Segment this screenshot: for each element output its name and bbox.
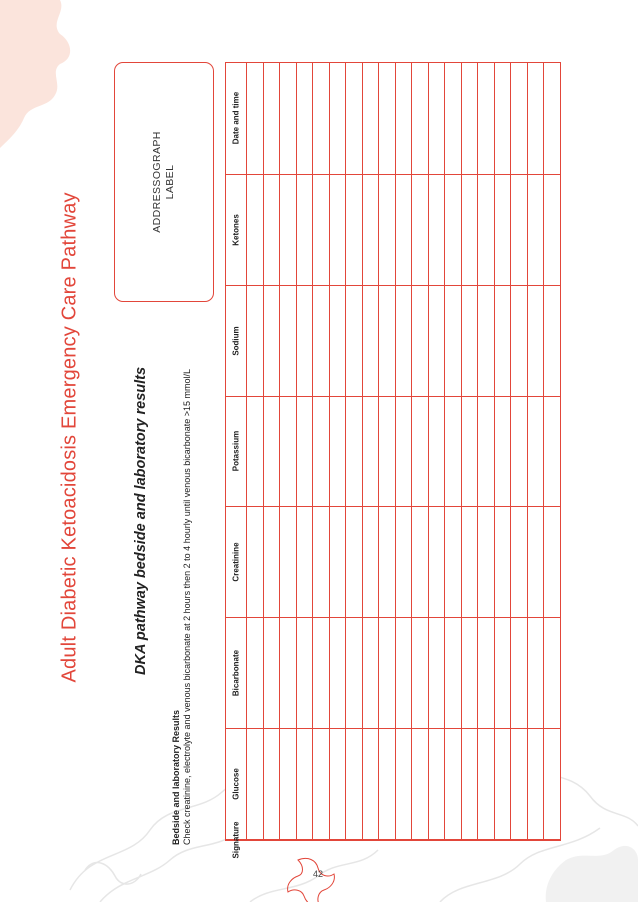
table-row — [312, 63, 329, 840]
table-cell[interactable] — [478, 839, 494, 840]
table-row — [296, 63, 313, 840]
table-cell[interactable] — [396, 63, 412, 174]
table-cell[interactable] — [412, 396, 428, 507]
table-cell[interactable] — [429, 174, 445, 285]
table-cell[interactable] — [264, 174, 280, 285]
table-cell[interactable] — [297, 728, 313, 839]
table-cell[interactable] — [511, 63, 527, 174]
table-cell[interactable] — [346, 728, 362, 839]
header-cell-date-and-time — [226, 63, 246, 174]
table-cell[interactable] — [528, 506, 544, 617]
table-cell[interactable] — [396, 839, 412, 840]
table-row — [461, 63, 478, 840]
header-cell-signature — [226, 821, 246, 859]
table-cell[interactable] — [429, 63, 445, 174]
table-cell[interactable] — [495, 839, 511, 840]
table-cell[interactable] — [346, 285, 362, 396]
table-cell[interactable] — [412, 839, 428, 840]
table-cell[interactable] — [297, 63, 313, 174]
table-cell[interactable] — [462, 506, 478, 617]
table-cell[interactable] — [264, 728, 280, 839]
page-title: Adult Diabetic Ketoacidosis Emergency Care Pathway — [58, 192, 81, 683]
header-cell-ketones — [226, 174, 246, 285]
table-header-row — [226, 63, 246, 859]
header-label-creatinine: Creatinine — [231, 542, 241, 582]
table-row — [279, 63, 296, 840]
table-cell[interactable] — [297, 174, 313, 285]
table-cell[interactable] — [330, 285, 346, 396]
table-cell[interactable] — [264, 617, 280, 728]
table-cell[interactable] — [544, 839, 560, 840]
table-cell[interactable] — [495, 728, 511, 839]
table-cell[interactable] — [412, 506, 428, 617]
table-row — [494, 63, 511, 840]
header-label-bicarbonate: Bicarbonate — [231, 650, 241, 697]
table-cell[interactable] — [379, 63, 395, 174]
table-cell[interactable] — [280, 728, 296, 839]
table-row — [263, 63, 280, 840]
table-cell[interactable] — [544, 174, 560, 285]
table-cell[interactable] — [330, 839, 346, 840]
table-cell[interactable] — [264, 63, 280, 174]
table-cell[interactable] — [528, 285, 544, 396]
header-label-ketones: Ketones — [231, 213, 241, 246]
table-cell[interactable] — [280, 174, 296, 285]
instructions-heading: Bedside and laboratory Results — [171, 709, 181, 845]
table-cell[interactable] — [528, 174, 544, 285]
table-cell[interactable] — [495, 617, 511, 728]
table-cell[interactable] — [445, 728, 461, 839]
table-cell[interactable] — [528, 63, 544, 174]
table-cell[interactable] — [280, 63, 296, 174]
table-cell[interactable] — [511, 728, 527, 839]
table-cell[interactable] — [247, 839, 263, 840]
table-cell[interactable] — [495, 285, 511, 396]
instructions-text: Check creatinine, electrolyte and venous bicarbonate at 2 hours then 2 to 4 hourly until venous bicarbonate >15 mmol/L — [182, 368, 192, 845]
table-cell[interactable] — [462, 285, 478, 396]
table-cell[interactable] — [528, 839, 544, 840]
table-cell[interactable] — [346, 174, 362, 285]
table-cell[interactable] — [247, 63, 263, 174]
table-cell[interactable] — [313, 174, 329, 285]
table-cell[interactable] — [412, 617, 428, 728]
header-cell-potassium — [226, 396, 246, 507]
table-cell[interactable] — [330, 728, 346, 839]
table-cell[interactable] — [412, 174, 428, 285]
table-cell[interactable] — [478, 174, 494, 285]
table-cell[interactable] — [495, 174, 511, 285]
table-cell[interactable] — [478, 285, 494, 396]
table-cell[interactable] — [280, 839, 296, 840]
table-cell[interactable] — [313, 506, 329, 617]
table-cell[interactable] — [313, 617, 329, 728]
table-row — [378, 63, 395, 840]
header-label-glucose: Glucose — [231, 768, 241, 800]
table-cell[interactable] — [511, 839, 527, 840]
table-cell[interactable] — [330, 506, 346, 617]
table-cell[interactable] — [445, 174, 461, 285]
results-table — [225, 62, 561, 859]
table-cell[interactable] — [511, 396, 527, 507]
table-cell[interactable] — [445, 839, 461, 840]
table-cell[interactable] — [511, 617, 527, 728]
table-cell[interactable] — [330, 617, 346, 728]
header-cell-sodium — [226, 285, 246, 396]
table-cell[interactable] — [247, 174, 263, 285]
table-cell[interactable] — [313, 839, 329, 840]
table-cell[interactable] — [511, 174, 527, 285]
table-row — [411, 63, 428, 840]
table-cell[interactable] — [412, 285, 428, 396]
table-row — [428, 63, 445, 840]
table-cell[interactable] — [264, 839, 280, 840]
table-cell[interactable] — [478, 506, 494, 617]
table-cell[interactable] — [429, 617, 445, 728]
table-cell[interactable] — [280, 396, 296, 507]
table-cell[interactable] — [379, 285, 395, 396]
table-cell[interactable] — [297, 617, 313, 728]
table-row — [329, 63, 346, 840]
table-cell[interactable] — [297, 396, 313, 507]
table-cell[interactable] — [429, 728, 445, 839]
table-cell[interactable] — [313, 285, 329, 396]
table-cell[interactable] — [346, 617, 362, 728]
table-cell[interactable] — [363, 617, 379, 728]
table-cell[interactable] — [445, 617, 461, 728]
header-cell-bicarbonate — [226, 617, 246, 728]
table-cell[interactable] — [330, 174, 346, 285]
header-label-sodium: Sodium — [231, 325, 241, 356]
table-cell[interactable] — [247, 506, 263, 617]
table-cell[interactable] — [429, 506, 445, 617]
table-cell[interactable] — [528, 617, 544, 728]
table-cell[interactable] — [396, 506, 412, 617]
table-cell[interactable] — [544, 617, 560, 728]
table-cell[interactable] — [280, 617, 296, 728]
table-cell[interactable] — [462, 728, 478, 839]
table-row — [395, 63, 412, 840]
table-cell[interactable] — [429, 396, 445, 507]
table-cell[interactable] — [462, 839, 478, 840]
table-cell[interactable] — [462, 396, 478, 507]
table-cell[interactable] — [379, 728, 395, 839]
table-cell[interactable] — [544, 396, 560, 507]
header-label-date-and-time: Date and time — [231, 92, 241, 145]
table-row — [444, 63, 461, 840]
table-cell[interactable] — [297, 285, 313, 396]
table-cell[interactable] — [528, 396, 544, 507]
table-cell[interactable] — [363, 396, 379, 507]
table-cell[interactable] — [297, 839, 313, 840]
table-row — [345, 63, 362, 840]
table-cell[interactable] — [528, 728, 544, 839]
addressograph-line2: LABEL — [164, 164, 176, 200]
table-cell[interactable] — [247, 285, 263, 396]
table-cell[interactable] — [445, 506, 461, 617]
table-cell[interactable] — [478, 728, 494, 839]
table-cell[interactable] — [544, 285, 560, 396]
table-cell[interactable] — [462, 174, 478, 285]
table-cell[interactable] — [511, 506, 527, 617]
table-row — [543, 63, 560, 840]
table-cell[interactable] — [363, 839, 379, 840]
table-cell[interactable] — [313, 728, 329, 839]
table-cell[interactable] — [363, 174, 379, 285]
table-cell[interactable] — [346, 839, 362, 840]
table-cell[interactable] — [379, 506, 395, 617]
table-cell[interactable] — [396, 396, 412, 507]
table-cell[interactable] — [462, 617, 478, 728]
table-cell[interactable] — [313, 63, 329, 174]
header-cell-creatinine — [226, 506, 246, 617]
table-cell[interactable] — [346, 63, 362, 174]
table-cell[interactable] — [247, 617, 263, 728]
table-cell[interactable] — [264, 506, 280, 617]
table-cell[interactable] — [478, 396, 494, 507]
table-cell[interactable] — [363, 728, 379, 839]
header-label-signature: Signature — [231, 821, 241, 859]
table-cell[interactable] — [544, 63, 560, 174]
table-cell[interactable] — [280, 506, 296, 617]
table-row — [477, 63, 494, 840]
table-cell[interactable] — [445, 285, 461, 396]
table-cell[interactable] — [429, 285, 445, 396]
table-cell[interactable] — [445, 63, 461, 174]
table-cell[interactable] — [363, 506, 379, 617]
table-cell[interactable] — [379, 617, 395, 728]
table-cell[interactable] — [363, 285, 379, 396]
table-cell[interactable] — [495, 63, 511, 174]
table-cell[interactable] — [478, 617, 494, 728]
table-cell[interactable] — [396, 617, 412, 728]
table-cell[interactable] — [297, 506, 313, 617]
table-cell[interactable] — [445, 396, 461, 507]
table-row — [362, 63, 379, 840]
table-cell[interactable] — [247, 396, 263, 507]
table-cell[interactable] — [396, 285, 412, 396]
table-cell[interactable] — [346, 396, 362, 507]
table-row — [246, 63, 263, 840]
table-cell[interactable] — [396, 728, 412, 839]
table-cell[interactable] — [247, 728, 263, 839]
table-cell[interactable] — [412, 728, 428, 839]
table-cell[interactable] — [396, 174, 412, 285]
table-cell[interactable] — [495, 396, 511, 507]
table-cell[interactable] — [330, 63, 346, 174]
table-row — [510, 63, 527, 840]
table-cell[interactable] — [379, 396, 395, 507]
table-row — [527, 63, 544, 840]
table-cell[interactable] — [429, 839, 445, 840]
table-cell[interactable] — [264, 285, 280, 396]
table-cell[interactable] — [313, 396, 329, 507]
table-cell[interactable] — [495, 506, 511, 617]
header-label-potassium: Potassium — [231, 431, 241, 472]
table-cell[interactable] — [346, 506, 362, 617]
table-cell[interactable] — [412, 63, 428, 174]
table-cell[interactable] — [511, 285, 527, 396]
addressograph-line1: ADDRESSOGRAPH — [151, 131, 163, 233]
table-cell[interactable] — [379, 839, 395, 840]
section-title: DKA pathway bedside and laboratory results — [133, 366, 149, 675]
table-cell[interactable] — [462, 63, 478, 174]
table-cell[interactable] — [264, 396, 280, 507]
table-cell[interactable] — [544, 728, 560, 839]
table-cell[interactable] — [544, 506, 560, 617]
table-cell[interactable] — [478, 63, 494, 174]
table-cell[interactable] — [280, 285, 296, 396]
table-cell[interactable] — [330, 396, 346, 507]
table-cell[interactable] — [379, 174, 395, 285]
addressograph-label-box — [114, 62, 214, 302]
page-number: 42 — [312, 869, 323, 879]
table-cell[interactable] — [363, 63, 379, 174]
addressograph-label-text — [151, 82, 177, 282]
puzzle-decoration-top — [0, 0, 75, 150]
instructions — [171, 325, 193, 845]
